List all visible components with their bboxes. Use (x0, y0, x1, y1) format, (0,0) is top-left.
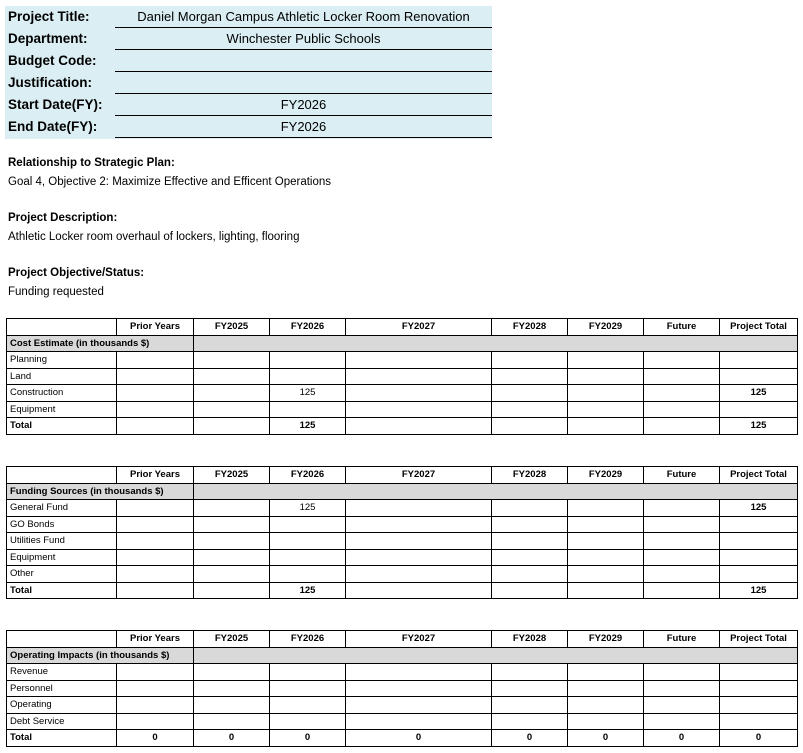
value-cell (346, 566, 492, 583)
value-cell (117, 680, 194, 697)
value-cell (568, 418, 644, 435)
column-header: FY2026 (270, 631, 346, 648)
value-cell (117, 418, 194, 435)
table-header-row (7, 319, 798, 336)
row-label: General Fund (7, 500, 117, 517)
table-row (7, 533, 798, 550)
project-title-value: Daniel Morgan Campus Athletic Locker Room Renovation (115, 6, 492, 28)
value-cell (644, 401, 720, 418)
value-cell (346, 582, 492, 599)
value-cell (346, 713, 492, 730)
column-header: FY2027 (346, 319, 492, 336)
column-header: FY2028 (492, 631, 568, 648)
value-cell: 125 (720, 500, 798, 517)
value-cell (194, 500, 270, 517)
column-header: Prior Years (117, 631, 194, 648)
value-cell (194, 566, 270, 583)
value-cell (194, 368, 270, 385)
total-row (7, 418, 798, 435)
value-cell (644, 697, 720, 714)
value-cell (194, 516, 270, 533)
table-header-row (7, 631, 798, 648)
justification-label: Justification: (8, 75, 93, 90)
value-cell (492, 368, 568, 385)
value-cell (492, 582, 568, 599)
value-cell: 125 (720, 385, 798, 402)
value-cell (270, 516, 346, 533)
category-row (7, 647, 798, 664)
value-cell (194, 418, 270, 435)
value-cell (194, 401, 270, 418)
column-header: FY2029 (568, 631, 644, 648)
value-cell (346, 352, 492, 369)
table-row (7, 713, 798, 730)
value-cell (720, 533, 798, 550)
row-label: Construction (7, 385, 117, 402)
category-fill (194, 335, 798, 352)
value-cell (644, 385, 720, 402)
value-cell (568, 368, 644, 385)
header-row-project-title (5, 6, 492, 28)
value-cell (492, 680, 568, 697)
column-header: Future (644, 631, 720, 648)
value-cell (568, 697, 644, 714)
value-cell (346, 401, 492, 418)
department-value: Winchester Public Schools (115, 28, 492, 50)
value-cell (270, 713, 346, 730)
value-cell (346, 368, 492, 385)
value-cell (117, 697, 194, 714)
value-cell (194, 352, 270, 369)
value-cell (270, 549, 346, 566)
value-cell (270, 533, 346, 550)
value-cell (644, 582, 720, 599)
value-cell (270, 401, 346, 418)
column-header: FY2025 (194, 631, 270, 648)
value-cell (720, 368, 798, 385)
header-blank-cell (7, 467, 117, 484)
value-cell (492, 401, 568, 418)
value-cell (117, 566, 194, 583)
value-cell (568, 385, 644, 402)
value-cell (117, 582, 194, 599)
row-label: Operating (7, 697, 117, 714)
column-header: FY2028 (492, 467, 568, 484)
row-label: Personnel (7, 680, 117, 697)
value-cell (346, 549, 492, 566)
column-header: FY2027 (346, 467, 492, 484)
table-row (7, 368, 798, 385)
value-cell: 0 (346, 730, 492, 747)
value-cell (492, 352, 568, 369)
end-date-value: FY2026 (115, 116, 492, 138)
value-cell: 125 (270, 385, 346, 402)
value-cell (568, 352, 644, 369)
value-cell: 0 (720, 730, 798, 747)
project-objective-heading: Project Objective/Status: (8, 267, 145, 279)
header-blank-cell (7, 319, 117, 336)
value-cell: 125 (270, 582, 346, 599)
category-fill (194, 647, 798, 664)
value-cell (492, 549, 568, 566)
total-row (7, 582, 798, 599)
value-cell (568, 566, 644, 583)
header-row-justification (5, 72, 492, 94)
header-row-start-date (5, 94, 492, 116)
value-cell (568, 516, 644, 533)
row-label: Total (7, 418, 117, 435)
budget-code-label: Budget Code: (8, 53, 97, 68)
table-row (7, 697, 798, 714)
justification-value (115, 72, 492, 94)
value-cell (492, 385, 568, 402)
value-cell (270, 352, 346, 369)
value-cell (194, 697, 270, 714)
row-label: Total (7, 582, 117, 599)
cost-estimate-table (6, 318, 798, 435)
value-cell (492, 418, 568, 435)
column-header: FY2025 (194, 467, 270, 484)
value-cell (644, 680, 720, 697)
column-header: FY2027 (346, 631, 492, 648)
value-cell: 125 (720, 582, 798, 599)
value-cell (270, 664, 346, 681)
table-row (7, 352, 798, 369)
column-header: Future (644, 467, 720, 484)
value-cell (720, 352, 798, 369)
value-cell (720, 664, 798, 681)
funding-sources-table (6, 466, 798, 599)
value-cell (270, 697, 346, 714)
value-cell (568, 713, 644, 730)
project-description-heading: Project Description: (8, 212, 118, 224)
table-row (7, 500, 798, 517)
table-row (7, 385, 798, 402)
column-header: FY2028 (492, 319, 568, 336)
header-row-end-date (5, 116, 492, 138)
header-row-department (5, 28, 492, 50)
row-label: GO Bonds (7, 516, 117, 533)
project-objective-text: Funding requested (8, 286, 104, 298)
value-cell (644, 368, 720, 385)
value-cell (117, 516, 194, 533)
row-label: Revenue (7, 664, 117, 681)
budget-code-value (115, 50, 492, 72)
value-cell (270, 680, 346, 697)
value-cell (492, 664, 568, 681)
department-label: Department: (8, 31, 88, 46)
value-cell (194, 713, 270, 730)
value-cell (492, 713, 568, 730)
value-cell (568, 549, 644, 566)
value-cell (194, 664, 270, 681)
category-label: Operating Impacts (in thousands $) (7, 647, 194, 664)
value-cell (568, 680, 644, 697)
value-cell (346, 385, 492, 402)
column-header: Project Total (720, 319, 798, 336)
value-cell: 0 (270, 730, 346, 747)
value-cell (720, 401, 798, 418)
value-cell (720, 680, 798, 697)
value-cell: 125 (270, 418, 346, 435)
value-cell (270, 368, 346, 385)
column-header: Future (644, 319, 720, 336)
column-header: FY2029 (568, 467, 644, 484)
table-row (7, 680, 798, 697)
value-cell (644, 418, 720, 435)
header-row-budget-code (5, 50, 492, 72)
value-cell (117, 385, 194, 402)
table-row (7, 516, 798, 533)
value-cell (346, 697, 492, 714)
value-cell (346, 418, 492, 435)
value-cell (117, 533, 194, 550)
header-blank-cell (7, 631, 117, 648)
value-cell: 0 (492, 730, 568, 747)
value-cell (720, 549, 798, 566)
row-label: Utilities Fund (7, 533, 117, 550)
project-header (5, 6, 492, 139)
value-cell (117, 664, 194, 681)
value-cell: 125 (270, 500, 346, 517)
value-cell (117, 352, 194, 369)
total-row (7, 730, 798, 747)
value-cell (194, 533, 270, 550)
column-header: FY2025 (194, 319, 270, 336)
value-cell (644, 500, 720, 517)
value-cell (346, 680, 492, 697)
row-label: Planning (7, 352, 117, 369)
value-cell (720, 516, 798, 533)
value-cell (346, 516, 492, 533)
row-label: Equipment (7, 401, 117, 418)
value-cell (492, 566, 568, 583)
value-cell (194, 549, 270, 566)
row-label: Debt Service (7, 713, 117, 730)
value-cell: 0 (194, 730, 270, 747)
strategic-plan-text: Goal 4, Objective 2: Maximize Effective and Efficent Operations (8, 176, 332, 188)
operating-impacts-table (6, 630, 798, 747)
project-title-label: Project Title: (8, 9, 90, 24)
value-cell (346, 500, 492, 517)
value-cell (568, 500, 644, 517)
value-cell (117, 713, 194, 730)
table-row (7, 401, 798, 418)
value-cell (117, 368, 194, 385)
column-header: Project Total (720, 631, 798, 648)
value-cell (270, 566, 346, 583)
value-cell: 0 (644, 730, 720, 747)
value-cell: 125 (720, 418, 798, 435)
column-header: FY2026 (270, 319, 346, 336)
value-cell (644, 713, 720, 730)
strategic-plan-heading: Relationship to Strategic Plan: (8, 157, 175, 169)
category-label: Funding Sources (in thousands $) (7, 483, 194, 500)
column-header: FY2026 (270, 467, 346, 484)
column-header: Project Total (720, 467, 798, 484)
value-cell (720, 566, 798, 583)
value-cell (194, 680, 270, 697)
table-row (7, 549, 798, 566)
column-header: Prior Years (117, 319, 194, 336)
table-row (7, 664, 798, 681)
row-label: Equipment (7, 549, 117, 566)
category-label: Cost Estimate (in thousands $) (7, 335, 194, 352)
column-header: FY2029 (568, 319, 644, 336)
value-cell (117, 401, 194, 418)
value-cell: 0 (568, 730, 644, 747)
start-date-value: FY2026 (115, 94, 492, 116)
value-cell (117, 549, 194, 566)
value-cell (720, 713, 798, 730)
value-cell (346, 664, 492, 681)
value-cell (194, 385, 270, 402)
table-header-row (7, 467, 798, 484)
value-cell (194, 582, 270, 599)
category-row (7, 335, 798, 352)
value-cell (644, 516, 720, 533)
value-cell (644, 566, 720, 583)
value-cell (117, 500, 194, 517)
table-row (7, 566, 798, 583)
value-cell (720, 697, 798, 714)
value-cell (492, 500, 568, 517)
value-cell (346, 533, 492, 550)
value-cell (568, 664, 644, 681)
category-fill (194, 483, 798, 500)
value-cell (644, 549, 720, 566)
project-description-text: Athletic Locker room overhaul of lockers, lighting, flooring (8, 231, 300, 243)
value-cell (492, 533, 568, 550)
row-label: Land (7, 368, 117, 385)
value-cell (644, 533, 720, 550)
row-label: Total (7, 730, 117, 747)
column-header: Prior Years (117, 467, 194, 484)
value-cell (568, 533, 644, 550)
row-label: Other (7, 566, 117, 583)
value-cell (568, 582, 644, 599)
value-cell (568, 401, 644, 418)
value-cell (492, 516, 568, 533)
start-date-label: Start Date(FY): (8, 97, 103, 112)
value-cell (644, 352, 720, 369)
value-cell (644, 664, 720, 681)
end-date-label: End Date(FY): (8, 119, 98, 134)
value-cell (492, 697, 568, 714)
category-row (7, 483, 798, 500)
value-cell: 0 (117, 730, 194, 747)
